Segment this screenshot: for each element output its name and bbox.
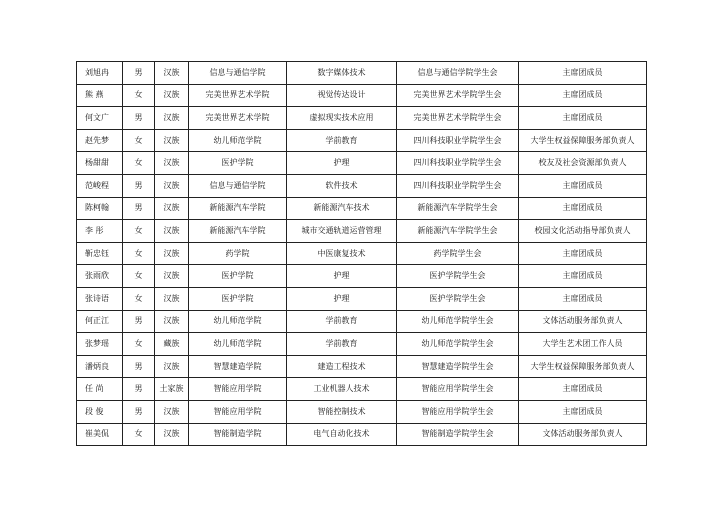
- position-cell: 大学生权益保障服务部负责人: [519, 129, 647, 152]
- gender-cell: 女: [123, 242, 155, 265]
- ethnicity-cell: 汉族: [155, 152, 189, 175]
- ethnicity-cell: 土家族: [155, 378, 189, 401]
- table-row: [77, 152, 647, 175]
- name-cell: 何正江: [77, 310, 123, 333]
- major-cell: 工业机器人技术: [287, 378, 397, 401]
- college-cell: 完美世界艺术学院: [189, 84, 287, 107]
- gender-cell: 女: [123, 84, 155, 107]
- major-cell: 数字媒体技术: [287, 62, 397, 85]
- college-cell: 医护学院: [189, 265, 287, 288]
- position-cell: 主席团成员: [519, 62, 647, 85]
- gender-cell: 男: [123, 197, 155, 220]
- position-cell: 主席团成员: [519, 242, 647, 265]
- table-row: [77, 242, 647, 265]
- college-cell: 幼儿师范学院: [189, 310, 287, 333]
- name-cell: 张雨欣: [77, 265, 123, 288]
- union-cell: 信息与通信学院学生会: [397, 62, 519, 85]
- gender-cell: 男: [123, 310, 155, 333]
- ethnicity-cell: 汉族: [155, 84, 189, 107]
- college-cell: 新能源汽车学院: [189, 220, 287, 243]
- name-cell: 段 俊: [77, 400, 123, 423]
- table-row: [77, 62, 647, 85]
- union-cell: 药学院学生会: [397, 242, 519, 265]
- position-cell: 主席团成员: [519, 84, 647, 107]
- gender-cell: 男: [123, 107, 155, 130]
- college-cell: 医护学院: [189, 287, 287, 310]
- table-row: [77, 400, 647, 423]
- major-cell: 护理: [287, 152, 397, 175]
- college-cell: 智慧建造学院: [189, 355, 287, 378]
- position-cell: 大学生艺术团工作人员: [519, 333, 647, 356]
- union-cell: 四川科技职业学院学生会: [397, 174, 519, 197]
- college-cell: 幼儿师范学院: [189, 129, 287, 152]
- major-cell: 护理: [287, 287, 397, 310]
- name-cell: 何文广: [77, 107, 123, 130]
- ethnicity-cell: 汉族: [155, 265, 189, 288]
- table-row: [77, 265, 647, 288]
- ethnicity-cell: 汉族: [155, 242, 189, 265]
- ethnicity-cell: 汉族: [155, 129, 189, 152]
- college-cell: 智能应用学院: [189, 400, 287, 423]
- college-cell: 药学院: [189, 242, 287, 265]
- union-cell: 幼儿师范学院学生会: [397, 333, 519, 356]
- union-cell: 四川科技职业学院学生会: [397, 152, 519, 175]
- union-cell: 智能应用学院学生会: [397, 400, 519, 423]
- name-cell: 张诗语: [77, 287, 123, 310]
- union-cell: 医护学院学生会: [397, 265, 519, 288]
- college-cell: 医护学院: [189, 152, 287, 175]
- name-cell: 靳忠钰: [77, 242, 123, 265]
- major-cell: 新能源汽车技术: [287, 197, 397, 220]
- name-cell: 陈柯翰: [77, 197, 123, 220]
- ethnicity-cell: 汉族: [155, 310, 189, 333]
- major-cell: 视觉传达设计: [287, 84, 397, 107]
- position-cell: 主席团成员: [519, 107, 647, 130]
- position-cell: 文体活动服务部负责人: [519, 423, 647, 446]
- major-cell: 建造工程技术: [287, 355, 397, 378]
- union-cell: 智能应用学院学生会: [397, 378, 519, 401]
- table-row: [77, 174, 647, 197]
- name-cell: 赵先梦: [77, 129, 123, 152]
- union-cell: 完美世界艺术学院学生会: [397, 107, 519, 130]
- name-cell: 张梦瑶: [77, 333, 123, 356]
- table-row: [77, 84, 647, 107]
- ethnicity-cell: 汉族: [155, 287, 189, 310]
- gender-cell: 女: [123, 265, 155, 288]
- major-cell: 学前教育: [287, 333, 397, 356]
- college-cell: 信息与通信学院: [189, 62, 287, 85]
- gender-cell: 女: [123, 220, 155, 243]
- ethnicity-cell: 汉族: [155, 107, 189, 130]
- gender-cell: 女: [123, 423, 155, 446]
- college-cell: 智能制造学院: [189, 423, 287, 446]
- gender-cell: 女: [123, 333, 155, 356]
- name-cell: 刘旭冉: [77, 62, 123, 85]
- table-row: [77, 355, 647, 378]
- name-cell: 范峻程: [77, 174, 123, 197]
- table-row: [77, 423, 647, 446]
- name-cell: 熊 燕: [77, 84, 123, 107]
- table-row: [77, 333, 647, 356]
- name-cell: 杨甜甜: [77, 152, 123, 175]
- college-cell: 智能应用学院: [189, 378, 287, 401]
- major-cell: 智能控制技术: [287, 400, 397, 423]
- position-cell: 主席团成员: [519, 197, 647, 220]
- college-cell: 新能源汽车学院: [189, 197, 287, 220]
- table-row: [77, 197, 647, 220]
- roster-table-body: [77, 62, 647, 446]
- position-cell: 主席团成员: [519, 400, 647, 423]
- position-cell: 校友及社会资源部负责人: [519, 152, 647, 175]
- ethnicity-cell: 汉族: [155, 197, 189, 220]
- gender-cell: 男: [123, 378, 155, 401]
- college-cell: 信息与通信学院: [189, 174, 287, 197]
- position-cell: 主席团成员: [519, 378, 647, 401]
- ethnicity-cell: 汉族: [155, 62, 189, 85]
- union-cell: 完美世界艺术学院学生会: [397, 84, 519, 107]
- major-cell: 学前教育: [287, 129, 397, 152]
- union-cell: 医护学院学生会: [397, 287, 519, 310]
- ethnicity-cell: 汉族: [155, 355, 189, 378]
- gender-cell: 男: [123, 174, 155, 197]
- major-cell: 虚拟现实技术应用: [287, 107, 397, 130]
- position-cell: 校园文化活动指导部负责人: [519, 220, 647, 243]
- table-row: [77, 287, 647, 310]
- position-cell: 大学生权益保障服务部负责人: [519, 355, 647, 378]
- position-cell: 主席团成员: [519, 174, 647, 197]
- union-cell: 四川科技职业学院学生会: [397, 129, 519, 152]
- union-cell: 智慧建造学院学生会: [397, 355, 519, 378]
- gender-cell: 男: [123, 62, 155, 85]
- name-cell: 任 尚: [77, 378, 123, 401]
- gender-cell: 男: [123, 400, 155, 423]
- gender-cell: 女: [123, 152, 155, 175]
- ethnicity-cell: 汉族: [155, 400, 189, 423]
- ethnicity-cell: 藏族: [155, 333, 189, 356]
- gender-cell: 男: [123, 355, 155, 378]
- position-cell: 主席团成员: [519, 287, 647, 310]
- major-cell: 城市交通轨道运营管理: [287, 220, 397, 243]
- name-cell: 崔美侃: [77, 423, 123, 446]
- gender-cell: 女: [123, 129, 155, 152]
- table-row: [77, 129, 647, 152]
- table-row: [77, 220, 647, 243]
- college-cell: 完美世界艺术学院: [189, 107, 287, 130]
- table-row: [77, 107, 647, 130]
- ethnicity-cell: 汉族: [155, 174, 189, 197]
- gender-cell: 女: [123, 287, 155, 310]
- major-cell: 护理: [287, 265, 397, 288]
- position-cell: 文体活动服务部负责人: [519, 310, 647, 333]
- union-cell: 新能源汽车学院学生会: [397, 197, 519, 220]
- name-cell: 潘炳良: [77, 355, 123, 378]
- student-union-roster-table: [76, 61, 647, 446]
- table-row: [77, 310, 647, 333]
- union-cell: 智能制造学院学生会: [397, 423, 519, 446]
- name-cell: 李 彤: [77, 220, 123, 243]
- position-cell: 主席团成员: [519, 265, 647, 288]
- table-row: [77, 378, 647, 401]
- union-cell: 幼儿师范学院学生会: [397, 310, 519, 333]
- major-cell: 软件技术: [287, 174, 397, 197]
- ethnicity-cell: 汉族: [155, 220, 189, 243]
- ethnicity-cell: 汉族: [155, 423, 189, 446]
- major-cell: 学前教育: [287, 310, 397, 333]
- major-cell: 中医康复技术: [287, 242, 397, 265]
- union-cell: 新能源汽车学院学生会: [397, 220, 519, 243]
- major-cell: 电气自动化技术: [287, 423, 397, 446]
- college-cell: 幼儿师范学院: [189, 333, 287, 356]
